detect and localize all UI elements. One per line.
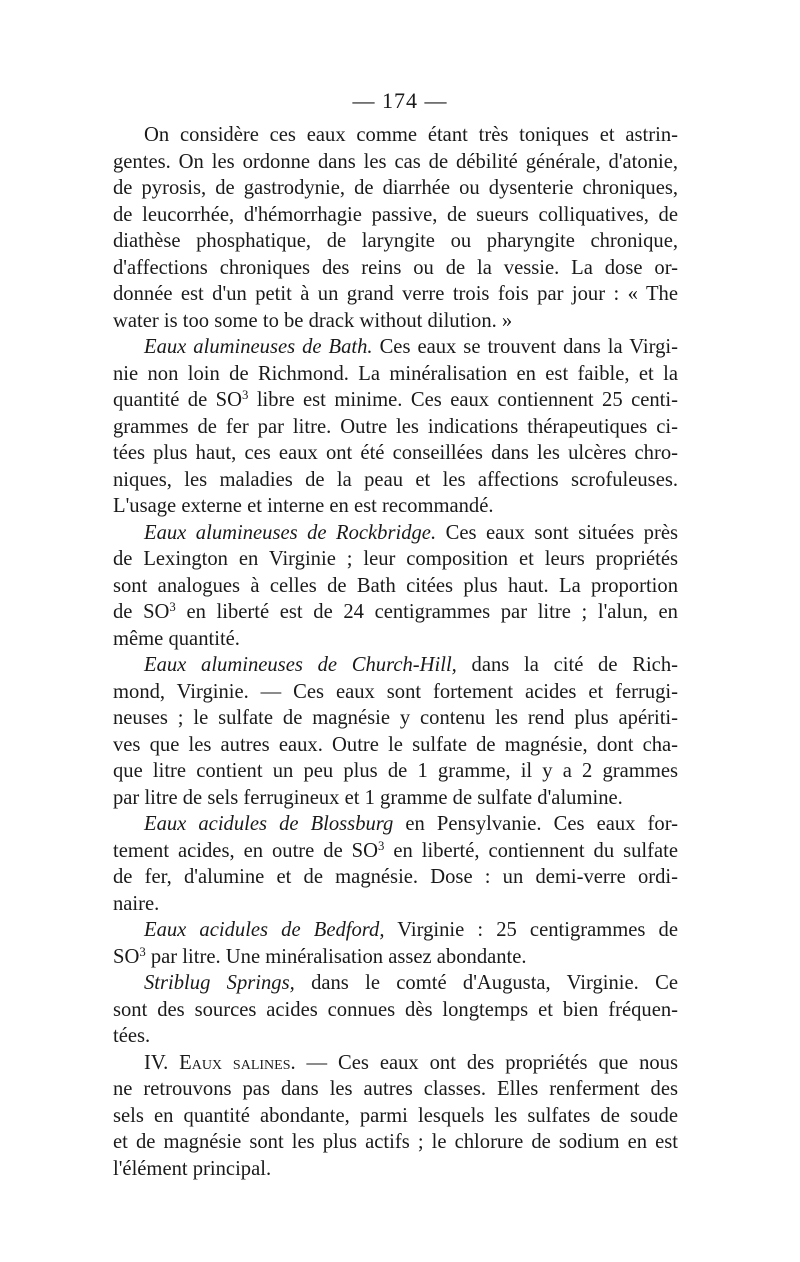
text-line: même quantité. xyxy=(113,627,240,650)
paragraph-striblug-springs xyxy=(113,970,678,1050)
page-number: — 174 — xyxy=(352,88,448,113)
text-line: $SO^3$ par litre. Une minéralisation assez abondante. xyxy=(113,944,527,968)
text-line: On considère ces eaux comme étant très toniques et astrin- xyxy=(144,124,678,146)
section-heading: Eaux salines. xyxy=(179,1051,296,1074)
text-line: IV. Eaux salines. — Ces eaux ont des propriétés que nous xyxy=(144,1051,678,1074)
text-line: Eaux acidules de Bedford, Virginie : 25 centigrammes de xyxy=(144,919,678,941)
text-line: Eaux alumineuses de Bath. Ces eaux se trouvent dans la Virgi- xyxy=(144,336,678,358)
text-line: grammes de fer par litre. Outre les indications thérapeutiques ci- xyxy=(113,415,678,438)
entry-heading: Eaux acidules de Blossburg xyxy=(144,813,394,835)
entry-heading: Eaux alumineuses de Bath. xyxy=(144,336,373,358)
text-line: gentes. On les ordonne dans les cas de débilité générale, d'atonie, xyxy=(113,150,678,173)
text-line: ves que les autres eaux. Outre le sulfate de magnésie, dont cha- xyxy=(113,733,678,756)
paragraph-1 xyxy=(113,122,678,334)
text-line: tées. xyxy=(113,1025,151,1047)
text-line: donnée est d'un petit à un grand verre trois fois par jour : « The xyxy=(113,283,678,305)
text-line: de $SO^3$ en liberté est de 24 centigrammes par litre ; l'alun, en xyxy=(113,599,678,623)
text-line: neuses ; le sulfate de magnésie y contenu les rend plus apériti- xyxy=(113,707,678,729)
page-body xyxy=(113,122,678,1182)
text-line: nie non loin de Richmond. La minéralisation en est faible, et la xyxy=(113,362,678,385)
text-line: de leucorrhée, d'hémorrhagie passive, de sueurs colliquatives, de xyxy=(113,203,678,226)
paragraph-rockbridge xyxy=(113,520,678,653)
text-line: Eaux alumineuses de Rockbridge. Ces eaux sont situées près xyxy=(144,521,678,544)
text-line: sels en quantité abondante, parmi lesquels les sulfates de soude xyxy=(113,1104,678,1127)
text-line: quantité de $SO^3$ libre est minime. Ces eaux contiennent 25 centi- xyxy=(113,387,678,411)
text-line: mond, Virginie. — Ces eaux sont fortement acides et ferrugi- xyxy=(113,680,678,703)
paragraph-blossburg xyxy=(113,811,678,917)
text-line: tées plus haut, ces eaux ont été conseillées dans les ulcères chro- xyxy=(113,442,678,464)
entry-heading: Eaux acidules de Bedford, xyxy=(144,919,385,941)
paragraph-bedford xyxy=(113,917,678,970)
paragraph-church-hill xyxy=(113,652,678,811)
text-line: ne retrouvons pas dans les autres classes. Elles renferment des xyxy=(113,1078,678,1100)
entry-heading: Striblug Springs, xyxy=(144,972,295,994)
text-line: L'usage externe et interne en est recommandé. xyxy=(113,495,494,517)
text-line: Striblug Springs, dans le comté d'Augusta, Virginie. Ce xyxy=(144,972,678,994)
section-number: IV. xyxy=(144,1051,180,1074)
text-line: et de magnésie sont les plus actifs ; le chlorure de sodium en est xyxy=(113,1131,678,1153)
text-line: niques, les maladies de la peau et les affections scrofuleuses. xyxy=(113,468,678,491)
text-line: tement acides, en outre de $SO^3$ en liberté, contiennent du sulfate xyxy=(113,838,678,862)
text-line: de fer, d'alumine et de magnésie. Dose : un demi-verre ordi- xyxy=(113,866,678,888)
text-line: que litre contient un peu plus de 1 gramme, il y a 2 grammes xyxy=(113,760,678,782)
text-line: sont des sources acides connues dès longtemps et bien fréquen- xyxy=(113,998,678,1021)
text-line: l'élément principal. xyxy=(113,1157,272,1180)
text-line: water is too some to be drack without dilution. » xyxy=(113,309,513,332)
paragraph-eaux-salines xyxy=(113,1050,678,1183)
text-line: Eaux alumineuses de Church-Hill, dans la cité de Rich- xyxy=(144,654,678,676)
entry-heading: Eaux alumineuses de Rockbridge. xyxy=(144,521,437,544)
text-line: de pyrosis, de gastrodynie, de diarrhée ou dysenterie chroniques, xyxy=(113,177,678,199)
paragraph-bath xyxy=(113,334,678,520)
text-line: sont analogues à celles de Bath citées plus haut. La proportion xyxy=(113,574,678,597)
entry-heading: Eaux alumineuses de Church-Hill, xyxy=(144,654,457,676)
text-line: naire. xyxy=(113,892,160,915)
text-line: par litre de sels ferrugineux et 1 gramme de sulfate d'alumine. xyxy=(113,786,623,809)
text-line: Eaux acidules de Blossburg en Pensylvanie. Ces eaux for- xyxy=(144,813,678,835)
text-line: d'affections chroniques des reins ou de la vessie. La dose or- xyxy=(113,256,678,279)
text-line: diathèse phosphatique, de laryngite ou pharyngite chronique, xyxy=(113,230,678,252)
text-line: de Lexington en Virginie ; leur composition et leurs propriétés xyxy=(113,548,678,570)
